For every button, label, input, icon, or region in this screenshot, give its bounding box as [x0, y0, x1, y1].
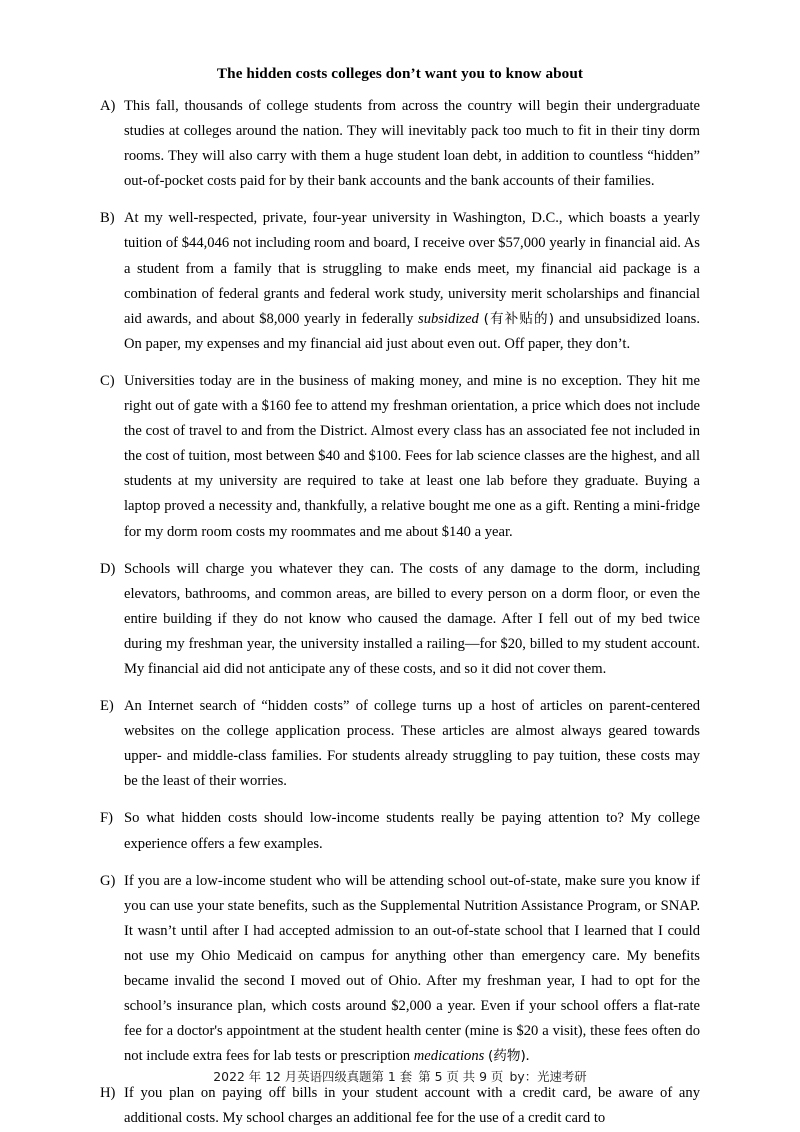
paragraph-d: [100, 557, 700, 682]
paragraph-h: [100, 1081, 700, 1131]
paragraph-b-text-after-gloss: and unsubsidized loans. On paper, my expenses and my financial aid just about even out. Off paper, they don’t.: [124, 310, 700, 352]
paragraph-text-f: So what hidden costs should low-income students really be paying attention to? My college experience offers a few examples.: [124, 810, 700, 852]
paragraph-f: [100, 806, 700, 856]
paragraph-c: [100, 369, 700, 545]
paragraph-text-g: [124, 869, 700, 1070]
paragraph-text-a: This fall, thousands of college students from across the country will begin their undergraduate studies at colleges around the nation. They will inevitably pack too much to fit in their tiny dorm rooms. They will also carry with them a huge student loan debt, in addition to countless “hidden” out-of-pocket costs paid for by their bank accounts and the bank accounts of their families.: [124, 98, 700, 190]
paragraph-text-b: [124, 206, 700, 357]
paragraph-text-d: Schools will charge you whatever they can. The costs of any damage to the dorm, including elevators, bathrooms, and common areas, are billed to every person on a dorm floor, or even the entire building if they do not know who caused the damage. After I fell out of my bed twice during my freshman year, the university installed a railing—for $20, billed to my student account. My financial aid did not anticipate any of these costs, and so it did not cover them.: [124, 560, 700, 677]
paragraph-text-e: An Internet search of “hidden costs” of college turns up a host of articles on parent-centered websites on the college application process. These articles are almost always geared towards upper- and middle-class families. For students already struggling to pay tuition, these costs may be the least of their worries.: [124, 698, 700, 790]
paragraph-a: [100, 94, 700, 194]
glossed-term-medications: medications: [413, 1048, 485, 1065]
article-title: The hidden costs colleges don’t want you to know about: [216, 65, 584, 82]
glossed-term-subsidized: subsidized: [418, 310, 479, 327]
paragraph-g-text-after-gloss: .: [525, 1048, 530, 1065]
paragraph-b-text-before-gloss: At my well-respected, private, four-year university in Washington, D.C., which boasts a yearly tuition of $44,046 not including room and board, I receive over $57,000 yearly in financial aid. As a student from a family that is struggling to make ends meet, my financial aid package is a combination of federal grants and federal work study, university merit scholarships and financial aid awards, and about $8,000 yearly in federally: [124, 210, 700, 327]
paragraph-text-h: If you plan on paying off bills in your student account with a credit card, be aware of any additional costs. My school charges an additional fee for the use of a credit card to: [124, 1085, 700, 1127]
paragraph-label-e: E): [100, 698, 114, 715]
paragraph-label-g: G): [100, 872, 116, 889]
paragraph-label-h: H): [100, 1085, 116, 1102]
footer-credit: by：光速考研: [509, 1069, 587, 1084]
page-footer: [100, 1068, 700, 1086]
paragraph-g-text-before-gloss: If you are a low-income student who will be attending school out-of-state, make sure you know if you can use your state benefits, such as the Supplemental Nutrition Assistance Program, or SNAP. It wasn’t until after I had accepted admission to an out-of-state school that I learned that I could not use my Ohio Medicaid on campus for anything other than emergency care. My benefits became invalid the second I moved out of Ohio. After my freshman year, I had to opt for the school’s insurance plan, which costs around $2,000 a year. Even if your school offers a flat-rate fee for a doctor's appointment at the student health center (mine is $20 a visit), these fees often do not include extra fees for lab tests or prescription: [124, 872, 700, 1065]
footer-exam-info: 2022 年 12 月英语四级真题第 1 套: [213, 1069, 413, 1084]
paragraph-e: [100, 694, 700, 794]
article-body: [100, 94, 700, 1132]
paragraph-label-c: C): [100, 372, 115, 389]
paragraph-label-f: F): [100, 810, 113, 827]
chinese-gloss-subsidized: (有补贴的): [483, 310, 555, 327]
paragraph-g: [100, 869, 700, 1070]
footer-page-number: 第 5 页 共 9 页: [418, 1069, 504, 1084]
paragraph-b: [100, 206, 700, 357]
paragraph-text-c: Universities today are in the business of making money, and mine is no exception. They hit me right out of gate with a $160 fee to attend my freshman orientation, a price which does not include the cost of travel to and from the District. Almost every class has an associated fee not included in the cost of tuition, most between $40 and $100. Fees for lab science classes are the highest, and all students at my university are required to take at least one lab before they graduate. Buying a laptop proved a necessity and, thankfully, a relative bought me one as a gift. Renting a mini-fridge for my dorm room costs my roommates and me about $140 a year.: [124, 372, 700, 540]
paragraph-label-d: D): [100, 560, 116, 577]
chinese-gloss-medications: (药物): [487, 1048, 526, 1065]
paragraph-label-a: A): [100, 98, 116, 114]
paragraph-label-b: B): [100, 210, 115, 227]
